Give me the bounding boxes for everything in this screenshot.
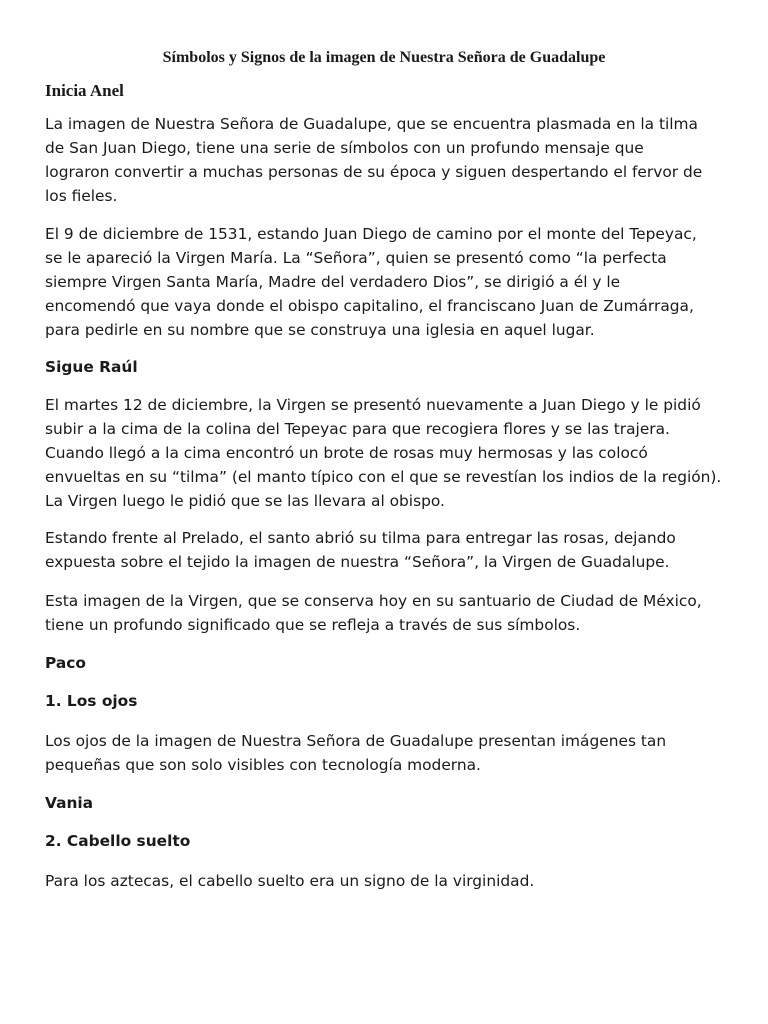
paragraph-line: los fieles.: [45, 187, 118, 205]
speaker-heading-vania: Vania: [45, 794, 94, 812]
paragraph-line: Cuando llegó a la cima encontró un brote de rosas muy hermosas y las colocó: [45, 444, 648, 462]
section-heading-hair: 2. Cabello suelto: [45, 832, 191, 850]
paragraph-line: se le apareció la Virgen María. La “Señora”, quien se presentó como “la perfecta: [45, 249, 667, 267]
paragraph-line: La imagen de Nuestra Señora de Guadalupe, que se encuentra plasmada en la tilma: [45, 115, 698, 133]
paragraph-line: Esta imagen de la Virgen, que se conserva hoy en su santuario de Ciudad de México,: [45, 592, 702, 610]
speaker-heading-anel: Inicia Anel: [45, 81, 124, 100]
speaker-heading-raul: Sigue Raúl: [45, 358, 138, 376]
paragraph-eyes: [45, 729, 666, 777]
paragraph-line: lograron convertir a muchas personas de su época y siguen despertando el fervor de: [45, 163, 703, 181]
section-heading-eyes: 1. Los ojos: [45, 692, 138, 710]
paragraph-line: de San Juan Diego, tiene una serie de símbolos con un profundo mensaje que: [45, 139, 644, 157]
paragraph-line: La Virgen luego le pidió que se las llevara al obispo.: [45, 492, 445, 510]
paragraph-intro: [45, 112, 702, 208]
paragraph-apparition: [45, 222, 697, 342]
paragraph-line: subir a la cima de la colina del Tepeyac para que recogiera flores y se las trajera.: [45, 420, 670, 438]
speaker-heading-paco: Paco: [45, 654, 86, 672]
paragraph-sanctuary: [45, 589, 702, 637]
paragraph-line: tiene un profundo significado que se refleja a través de sus símbolos.: [45, 616, 581, 634]
paragraph-line: siempre Virgen Santa María, Madre del verdadero Dios”, se dirigió a él y le: [45, 273, 621, 291]
paragraph-line: Estando frente al Prelado, el santo abrió su tilma para entregar las rosas, dejando: [45, 529, 676, 547]
paragraph-hair: [45, 869, 534, 893]
paragraph-line: encomendó que vaya donde el obispo capitalino, el franciscano Juan de Zumárraga,: [45, 297, 694, 315]
paragraph-line: para pedirle en su nombre que se construya una iglesia en aquel lugar.: [45, 321, 595, 339]
paragraph-line: Los ojos de la imagen de Nuestra Señora de Guadalupe presentan imágenes tan: [45, 732, 667, 750]
paragraph-line: Para los aztecas, el cabello suelto era un signo de la virginidad.: [45, 872, 535, 890]
paragraph-line: El 9 de diciembre de 1531, estando Juan Diego de camino por el monte del Tepeyac,: [45, 225, 697, 243]
paragraph-line: expuesta sobre el tejido la imagen de nuestra “Señora”, la Virgen de Guadalupe.: [45, 553, 670, 571]
paragraph-line: El martes 12 de diciembre, la Virgen se presentó nuevamente a Juan Diego y le pidió: [45, 396, 701, 414]
paragraph-line: envueltas en su “tilma” (el manto típico con el que se revestían los indios de la región).: [45, 468, 722, 486]
document-title: Símbolos y Signos de la imagen de Nuestra Señora de Guadalupe: [162, 49, 606, 66]
paragraph-prelado: [45, 526, 676, 574]
paragraph-line: pequeñas que son solo visibles con tecnología moderna.: [45, 756, 481, 774]
paragraph-roses: [45, 393, 721, 513]
